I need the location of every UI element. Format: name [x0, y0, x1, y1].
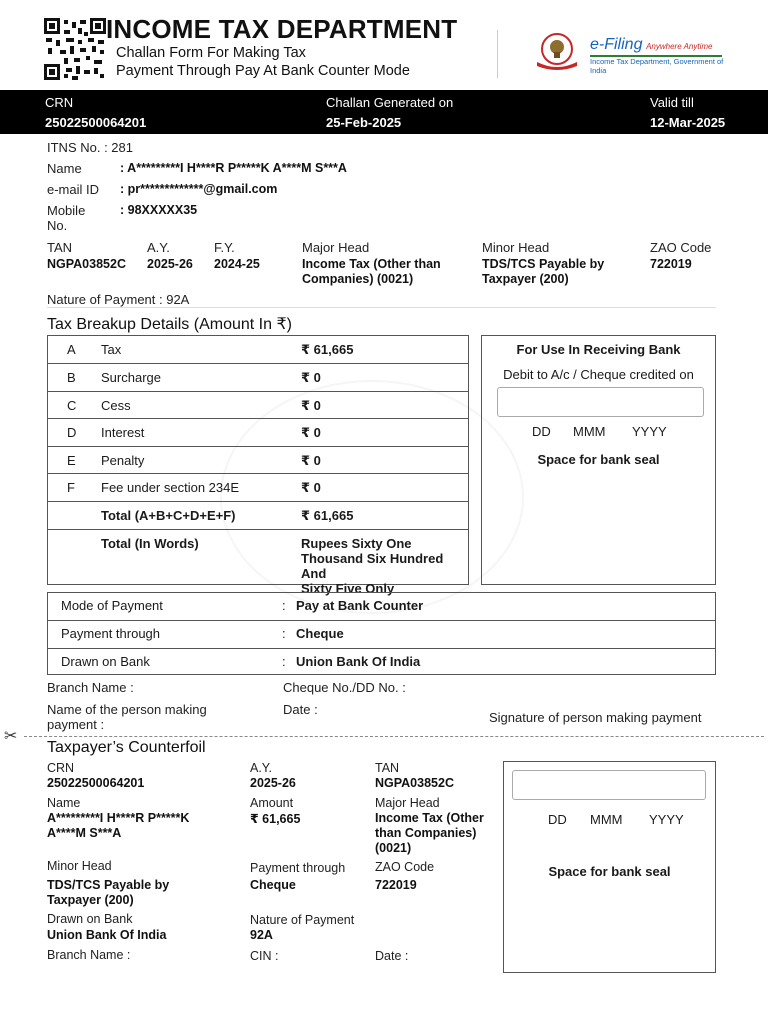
generated-value: 25-Feb-2025: [326, 115, 402, 130]
breakup-code: B: [67, 370, 76, 385]
breakup-label: Interest: [101, 425, 145, 440]
fy-label: F.Y.: [214, 240, 235, 255]
cf-minor-label: Minor Head: [47, 859, 112, 873]
breakup-amount: ₹ 61,665: [301, 342, 354, 357]
breakup-amount: ₹ 0: [301, 370, 321, 385]
mode-label: Mode of Payment: [61, 598, 163, 613]
cf-major-line3: (0021): [375, 841, 412, 855]
bank-seal-space: Space for bank seal: [537, 452, 660, 467]
breakup-code: A: [67, 342, 76, 357]
cf-dd-label: DD: [548, 812, 567, 827]
major-head-label: Major Head: [302, 240, 370, 255]
cf-ay-value: 2025-26: [250, 776, 296, 790]
cf-through-value: Cheque: [250, 878, 296, 892]
breakup-row: [48, 336, 468, 363]
emblem-icon: [533, 32, 581, 70]
ay-label: A.Y.: [147, 240, 170, 255]
cf-zao-label: ZAO Code: [375, 860, 435, 874]
breakup-label: Cess: [101, 398, 131, 413]
cf-bank-seal-box: [503, 761, 716, 973]
cheque-no-label: Cheque No./DD No. :: [283, 680, 406, 695]
cf-through-label: Payment through: [250, 861, 346, 875]
major-head-value: [302, 257, 441, 287]
fy-value: 2024-25: [214, 257, 260, 271]
breakup-label: Penalty: [101, 453, 145, 468]
valid-value: 12-Mar-2025: [650, 115, 726, 130]
breakup-code: D: [67, 425, 77, 440]
cf-name-label: Name: [47, 796, 81, 810]
through-label: Payment through: [61, 626, 161, 641]
qr-code: [44, 18, 106, 80]
breakup-code: E: [67, 453, 76, 468]
cf-amount-label: Amount: [250, 796, 294, 810]
cf-major-label: Major Head: [375, 796, 440, 810]
date-label: Date :: [283, 702, 318, 717]
minor-head-label: Minor Head: [482, 240, 550, 255]
efiling-tagline: Anywhere Anytime: [646, 42, 713, 51]
major-head-value-line1: Income Tax (Other than: [302, 257, 441, 271]
total-words-value: [301, 536, 468, 596]
mode-value: Pay at Bank Counter: [296, 598, 424, 613]
total-words-line1: Rupees Sixty One: [301, 536, 412, 551]
zao-code-label: ZAO Code: [650, 240, 712, 255]
cf-tan-label: TAN: [375, 761, 400, 775]
mobile-label: [47, 203, 85, 233]
breakup-amount: ₹ 0: [301, 453, 321, 468]
through-row: [48, 620, 715, 648]
person-label-line2: payment :: [47, 717, 105, 732]
mobile-label-line2: No.: [47, 218, 68, 233]
through-value: Cheque: [296, 626, 344, 641]
tan-value: NGPA03852C: [47, 257, 126, 271]
breakup-amount: ₹ 0: [301, 425, 321, 440]
itns-number: ITNS No. : 281: [47, 140, 133, 155]
cf-bank-seal-space: Space for bank seal: [548, 864, 671, 879]
name-label: Name: [47, 161, 82, 176]
efiling-logo: [590, 36, 730, 76]
total-words-line2: Thousand Six Hundred And: [301, 551, 444, 581]
nature-of-payment: Nature of Payment : 92A: [47, 292, 190, 307]
cf-mmm-label: MMM: [590, 812, 623, 827]
page-subtitle-1: Challan Form For Making Tax: [116, 45, 306, 61]
valid-label: Valid till: [650, 95, 694, 110]
email-value: : pr*************@gmail.com: [120, 182, 278, 196]
email-label: e-mail ID: [47, 182, 100, 197]
breakup-row: [48, 363, 468, 391]
challan-info-bar: [0, 90, 768, 134]
cf-branch-label: Branch Name :: [47, 948, 131, 962]
breakup-row: [48, 473, 468, 501]
cf-ay-label: A.Y.: [250, 761, 273, 775]
total-amount: ₹ 61,665: [301, 508, 354, 523]
cf-crn-label: CRN: [47, 761, 75, 775]
cf-minor-line2: Taxpayer (200): [47, 893, 134, 907]
debit-label: Debit to A/c / Cheque credited on: [503, 367, 694, 382]
breakup-label: Tax: [101, 342, 122, 357]
total-words-row: [48, 529, 468, 596]
breakup-amount: ₹ 0: [301, 398, 321, 413]
breakup-row: [48, 418, 468, 446]
efiling-logo-text: e-Filing: [590, 36, 643, 53]
tax-breakup-table: [47, 335, 469, 596]
date-dd-label: DD: [532, 424, 551, 439]
minor-head-value-line1: TDS/TCS Payable by: [482, 257, 605, 271]
cf-major-value: [375, 811, 484, 856]
cf-cin-label: CIN :: [250, 949, 279, 963]
mobile-label-line1: Mobile: [47, 203, 86, 218]
efiling-dept: Income Tax Department, Government of India: [590, 57, 724, 75]
total-words-label: Total (In Words): [101, 536, 199, 551]
date-yyyy-label: YYYY: [632, 424, 667, 439]
drawn-label: Drawn on Bank: [61, 654, 150, 669]
total-row: [48, 501, 468, 529]
person-label-line1: Name of the person making: [47, 702, 207, 717]
page-title: INCOME TAX DEPARTMENT: [106, 14, 458, 44]
minor-head-value: [482, 257, 604, 287]
cf-drawn-value: Union Bank Of India: [47, 928, 167, 942]
receiving-bank-title: For Use In Receiving Bank: [516, 342, 681, 357]
zao-code-value: 722019: [650, 257, 692, 271]
cf-zao-value: 722019: [375, 878, 417, 892]
breakup-code: F: [67, 480, 75, 495]
cf-nature-value: 92A: [250, 928, 273, 942]
name-value: : A*********I H****R P*****K A****M S***A: [120, 161, 347, 175]
total-label: Total (A+B+C+D+E+F): [101, 508, 236, 523]
generated-label: Challan Generated on: [326, 95, 454, 110]
cf-crn-value: 25022500064201: [47, 776, 145, 790]
page-subtitle-2: Payment Through Pay At Bank Counter Mode: [116, 63, 410, 79]
through-colon: :: [282, 626, 286, 641]
cf-tan-value: NGPA03852C: [375, 776, 454, 790]
signature-label: Signature of person making payment: [489, 710, 702, 725]
cf-yyyy-label: YYYY: [649, 812, 684, 827]
cf-name-value: [47, 811, 189, 841]
counterfoil-title: Taxpayer’s Counterfoil: [47, 739, 206, 756]
cf-date-label: Date :: [375, 949, 409, 963]
cf-nature-label: Nature of Payment: [250, 913, 355, 927]
cf-major-line2: than Companies): [375, 826, 477, 840]
date-mmm-label: MMM: [573, 424, 606, 439]
drawn-colon: :: [282, 654, 286, 669]
mobile-value: : 98XXXXX35: [120, 203, 198, 217]
tax-breakup-title: Tax Breakup Details (Amount In ₹): [47, 316, 292, 333]
breakup-row: [48, 446, 468, 473]
branch-name-label: Branch Name :: [47, 680, 134, 695]
scissors-icon: ✂: [4, 728, 18, 745]
breakup-code: C: [67, 398, 77, 413]
cf-drawn-label: Drawn on Bank: [47, 912, 133, 926]
cf-amount-value: ₹ 61,665: [250, 812, 301, 826]
cf-minor-value: [47, 878, 169, 908]
breakup-label: Fee under section 234E: [101, 480, 240, 495]
minor-head-value-line2: Taxpayer (200): [482, 272, 569, 286]
crn-label: CRN: [45, 95, 74, 110]
breakup-label: Surcharge: [101, 370, 161, 385]
ay-value: 2025-26: [147, 257, 193, 271]
person-making-payment-label: [47, 702, 207, 732]
crn-value: 25022500064201: [45, 115, 147, 130]
mode-row: [48, 593, 715, 620]
cf-major-line1: Income Tax (Other: [375, 811, 484, 825]
header-divider: [497, 30, 498, 78]
cf-minor-line1: TDS/TCS Payable by: [47, 878, 170, 892]
receiving-bank-box: [481, 335, 716, 585]
breakup-amount: ₹ 0: [301, 480, 321, 495]
drawn-row: [48, 648, 715, 675]
drawn-value: Union Bank Of India: [296, 654, 421, 669]
tan-label: TAN: [47, 240, 73, 255]
payment-details-table: [47, 592, 716, 675]
cf-name-line2: A****M S***A: [47, 826, 122, 840]
debit-date-field[interactable]: [497, 387, 704, 417]
cut-line: [24, 736, 764, 737]
major-head-value-line2: Companies) (0021): [302, 272, 414, 286]
cf-name-line1: A*********I H****R P*****K: [47, 811, 190, 825]
cf-date-field[interactable]: [512, 770, 706, 800]
breakup-row: [48, 391, 468, 418]
total-words-line3: Sixty Five Only: [301, 581, 395, 596]
mode-colon: :: [282, 598, 286, 613]
section-divider: [47, 307, 716, 308]
